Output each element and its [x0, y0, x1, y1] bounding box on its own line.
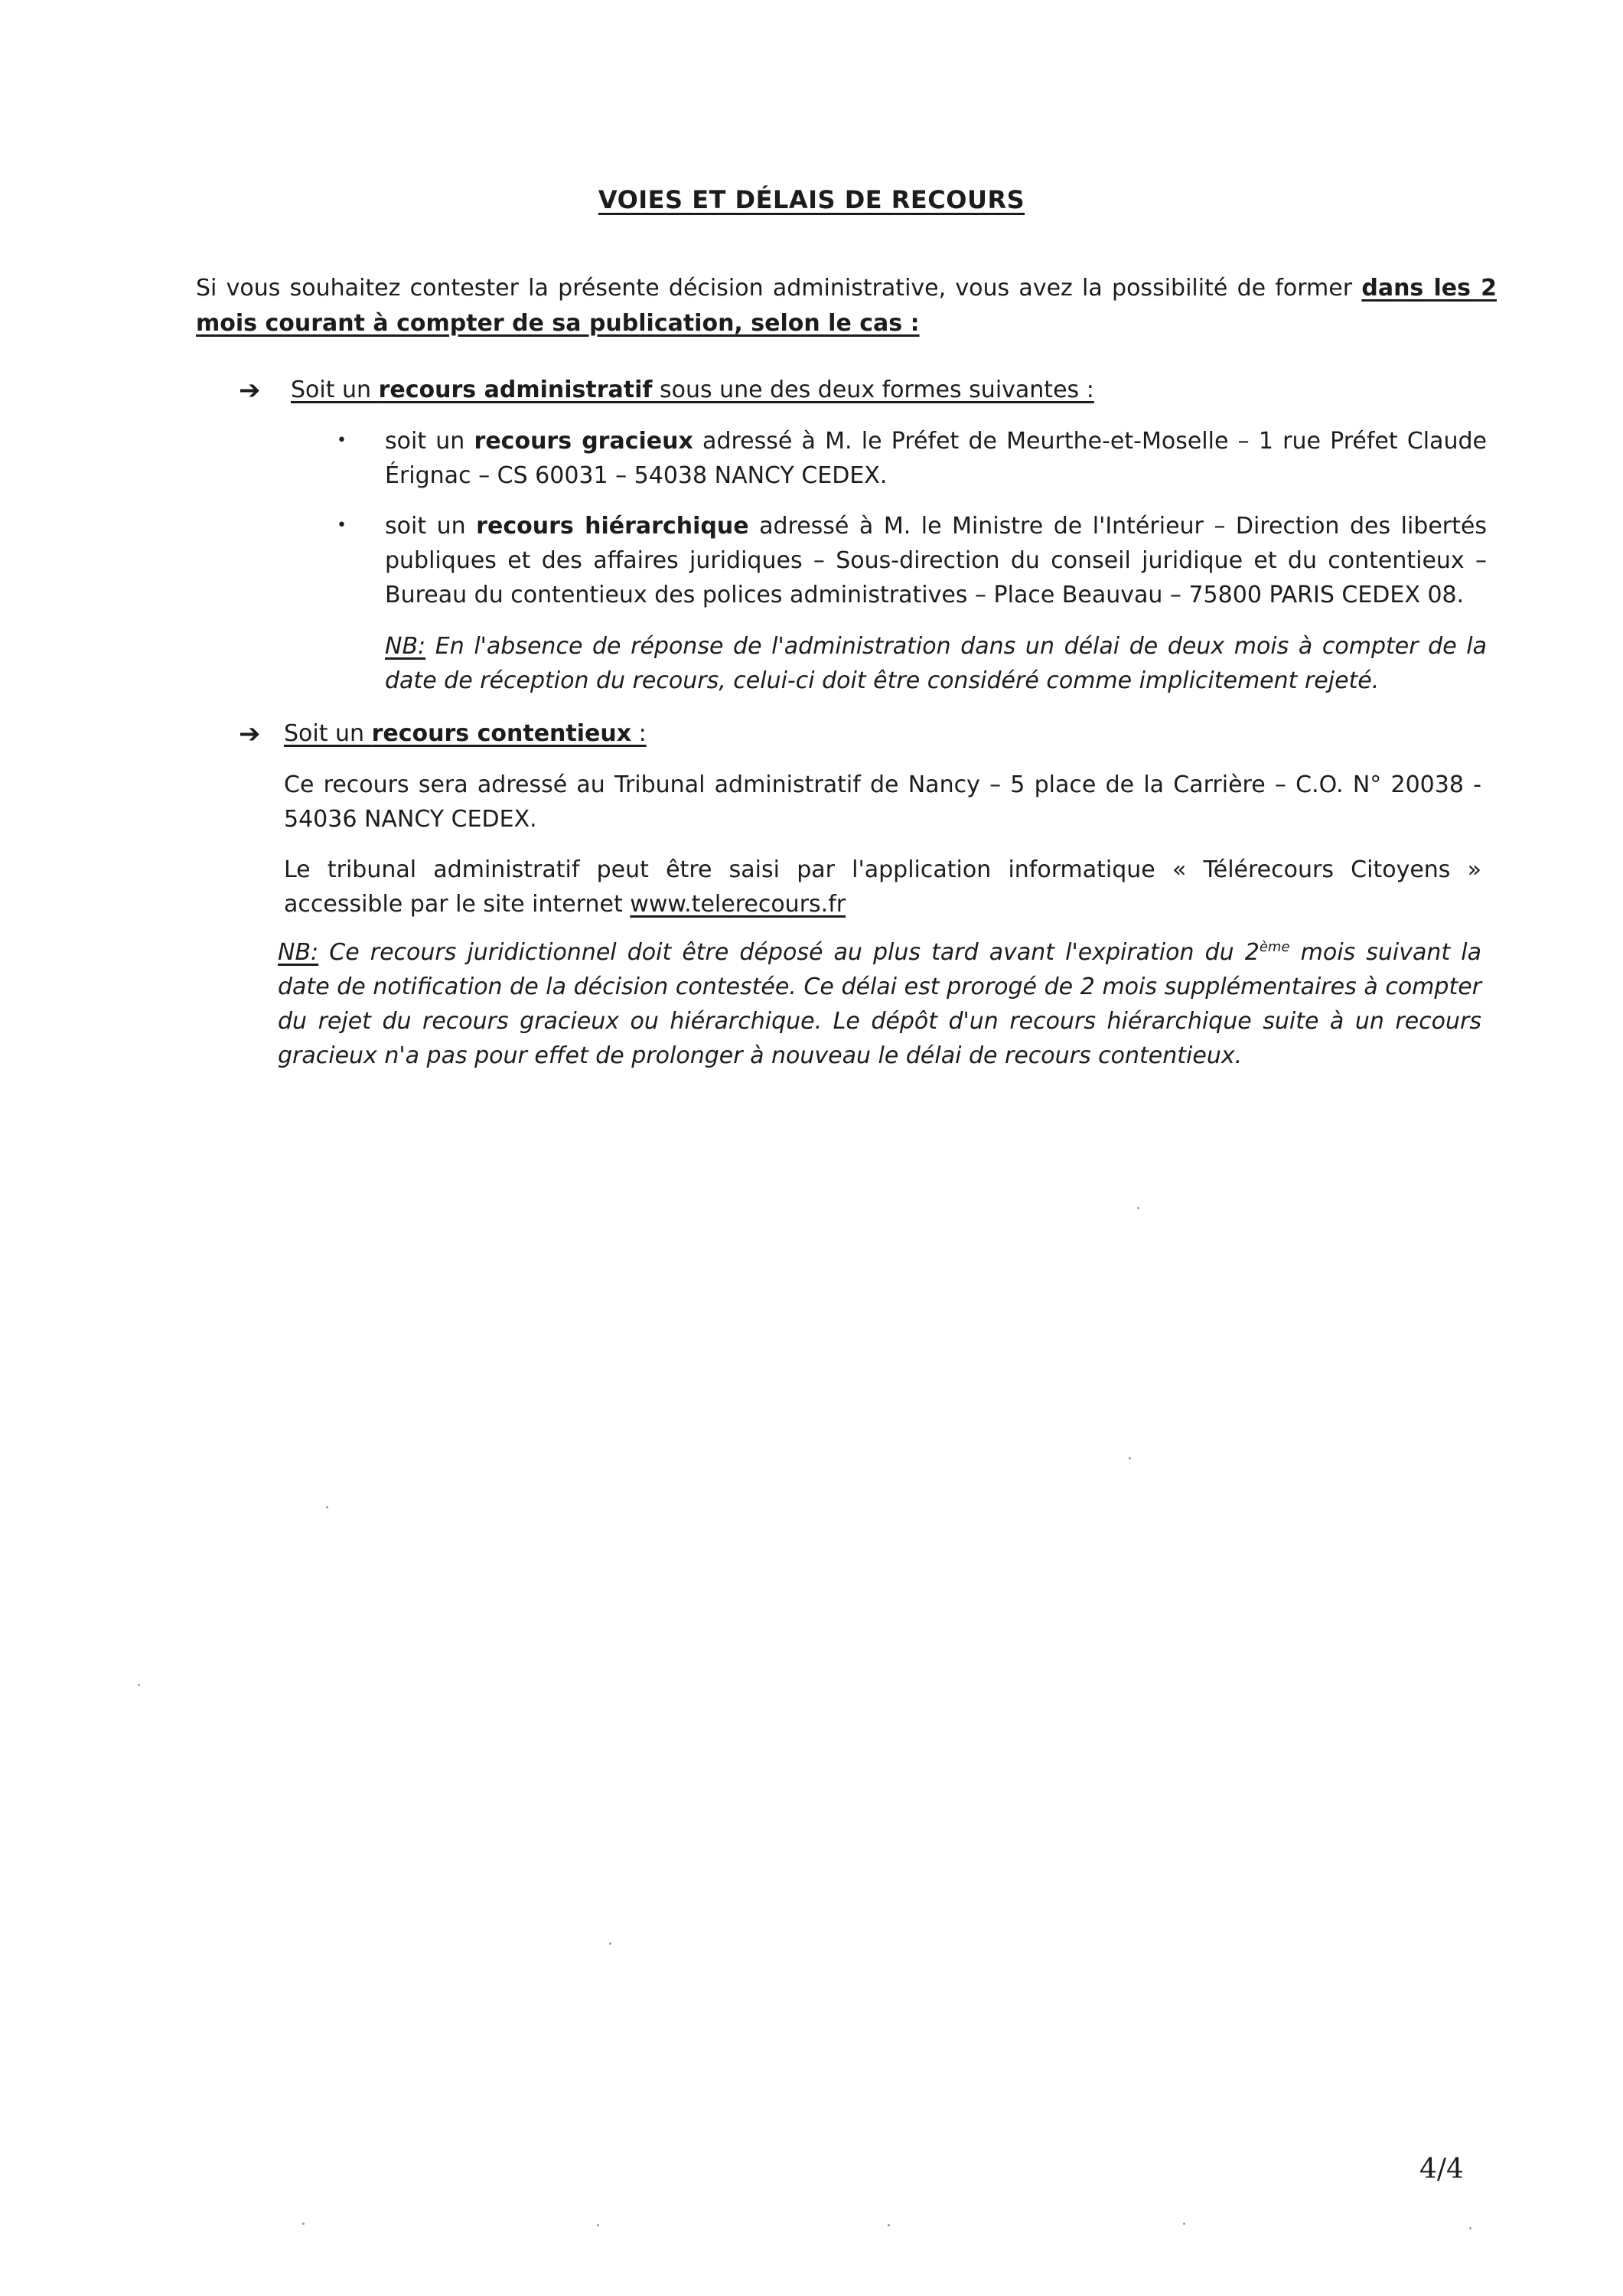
contentieux-nb: [278, 935, 1481, 1073]
administratif-bold: recours administratif: [378, 377, 653, 403]
contentieux-suffix: :: [631, 720, 647, 747]
intro-paragraph: [196, 271, 1497, 341]
bullet-gracieux: [385, 424, 1487, 493]
scan-speck: [138, 1684, 140, 1686]
bullet-hierarchique-bold: recours hiérarchique: [476, 513, 749, 540]
intro-deadline: dans les 2 mois courant à compter de sa publication, selon le cas :: [196, 275, 1497, 337]
scan-speck: [1469, 2227, 1471, 2229]
contentieux-nb-sup: ème: [1259, 939, 1290, 955]
administratif-prefix: Soit un: [291, 377, 379, 403]
administratif-nb-text: En l'absence de réponse de l'administration dans un délai de deux mois à compter de la date de réception du recours, celui-ci doit être considéré comme implicitement rejeté.: [385, 633, 1487, 694]
bullet-hierarchique-post: adressé à M. le Ministre de l'Intérieur – Direction des libertés publiques et des affaires juridiques – Sous-direction du conseil juridique et du contentieux – Bureau du contentieux des polices administratives – Place Beauvau – 75800 PARIS CEDEX 08.: [385, 513, 1487, 608]
contentieux-prefix: Soit un: [284, 720, 372, 747]
administratif-heading: [291, 373, 1094, 408]
contentieux-bold: recours contentieux: [371, 720, 632, 747]
scan-speck: [597, 2224, 599, 2226]
contentieux-telerecours: [284, 853, 1481, 921]
contentieux-address: Ce recours sera adressé au Tribunal administratif de Nancy – 5 place de la Carrière – C.O. N° 20038 - 54036 NANCY CEDEX.: [284, 771, 1481, 833]
administratif-suffix: sous une des deux formes suivantes :: [652, 377, 1094, 403]
bullet-gracieux-pre: soit un: [385, 428, 474, 455]
bullet-hierarchique-pre: soit un: [385, 513, 477, 540]
bullet-icon: •: [337, 516, 347, 535]
scan-speck: [609, 1942, 611, 1945]
telerecours-text: Le tribunal administratif peut être saisi par l'application informatique « Télérecours Citoyens » accessible par le site internet: [284, 856, 1481, 918]
administratif-nb: [385, 629, 1487, 698]
administratif-nb-label: NB:: [385, 633, 426, 660]
scan-speck: [326, 1506, 328, 1508]
scan-speck: [1137, 1207, 1139, 1209]
contentieux-nb-text-2: mois suivant la date de notification de la décision contestée. Ce délai est prorogé de 2 mois supplémentaires à compter du rejet du recours gracieux ou hiérarchique. Le dépôt d'un recours hiérarchique suite à un recours gracieux n'a pas pour effet de prolonger à nouveau le délai de recours contentieux.: [278, 939, 1481, 1069]
intro-text: Si vous souhaitez contester la présente décision administrative, vous avez la possibilité de former: [196, 275, 1362, 302]
scan-speck: [888, 2224, 890, 2226]
scan-speck: [302, 2223, 305, 2225]
bullet-gracieux-post: adressé à M. le Préfet de Meurthe-et-Moselle – 1 rue Préfet Claude Érignac – CS 60031 – 54038 NANCY CEDEX.: [385, 428, 1488, 489]
bullet-gracieux-bold: recours gracieux: [474, 428, 693, 455]
page-title: VOIES ET DÉLAIS DE RECOURS: [598, 185, 1025, 214]
scan-speck: [1129, 1457, 1131, 1459]
bullet-icon: •: [337, 431, 347, 450]
arrow-right-icon: ➔: [239, 375, 261, 406]
telerecours-link[interactable]: www.telerecours.fr: [630, 891, 846, 918]
arrow-right-icon: ➔: [239, 719, 261, 749]
bullet-hierarchique: [385, 509, 1487, 612]
contentieux-heading: [284, 716, 647, 752]
scan-speck: [1183, 2223, 1185, 2225]
page-number: 4/4: [1419, 2154, 1464, 2185]
contentieux-nb-text-1: Ce recours juridictionnel doit être déposé au plus tard avant l'expiration du 2: [318, 939, 1260, 966]
contentieux-nb-label: NB:: [278, 939, 319, 966]
